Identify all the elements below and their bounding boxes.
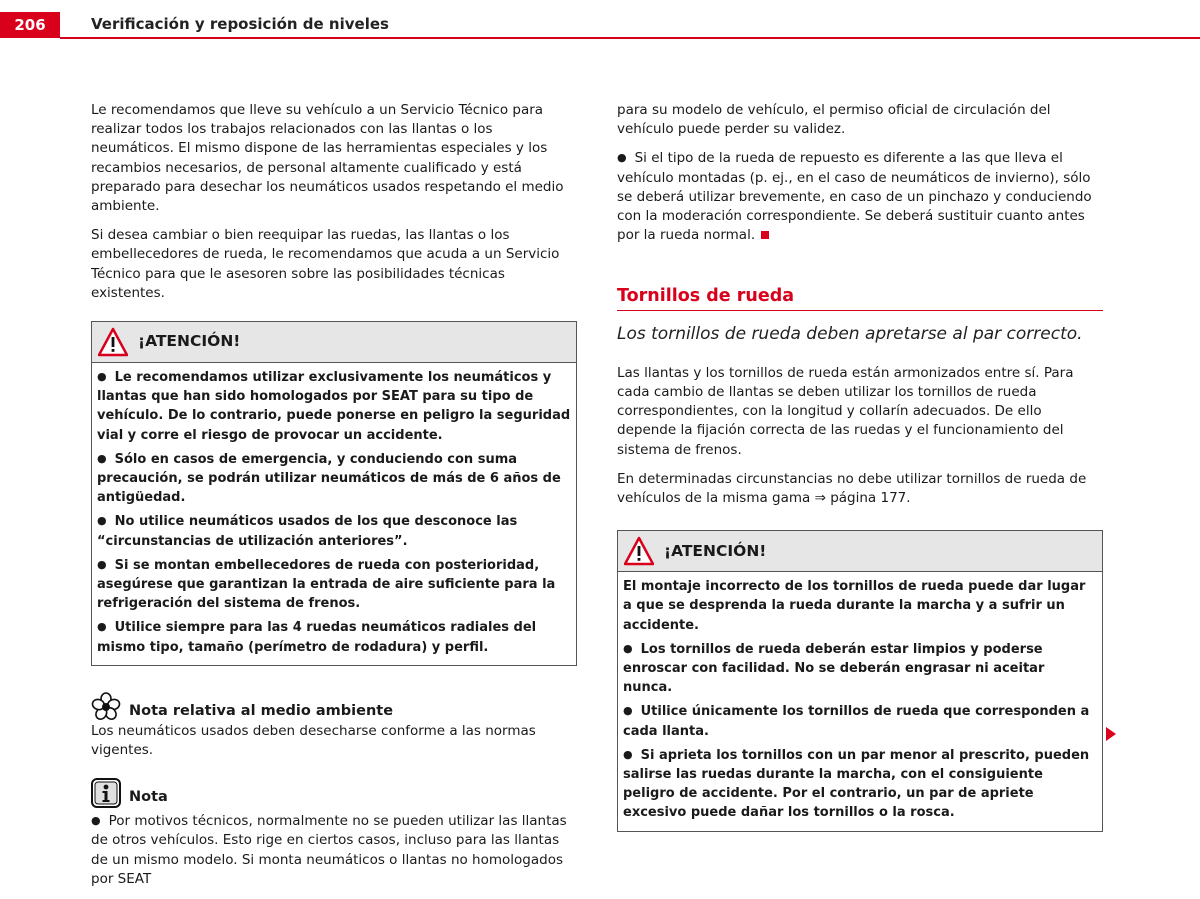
end-mark-icon <box>761 231 769 239</box>
warning-item: ● Los tornillos de rueda deberán estar limpios y poderse enroscar con facilidad. No se deberán engrasar ni aceitar nunca. <box>623 640 1097 698</box>
warning-item: ● No utilice neumáticos usados de los que desconoce las “circunstancias de utilización anteriores”. <box>97 512 571 550</box>
page-number: 206 <box>0 12 60 38</box>
reference-text: En determinadas circunstancias no debe utilizar tornillos de rueda de vehículos de la misma gama <box>617 470 1087 507</box>
warning-item: ● Utilice únicamente los tornillos de rueda que corresponden a cada llanta. <box>623 702 1097 740</box>
page-reference-link[interactable]: página 177. <box>830 490 911 507</box>
warning-header <box>618 531 1102 572</box>
warning-item: ● Si aprieta los tornillos con un par menor al prescrito, pueden salirse las ruedas durante la marcha, con el consiguiente peligro de accidente. Por el contrario, un par de apriete excesivo puede dañar los tornillos o la rosca. <box>623 746 1097 823</box>
reference-arrow: ⇒ <box>814 490 826 507</box>
page-header <box>0 0 1200 40</box>
warning-body <box>618 572 1102 830</box>
section-subtitle: Los tornillos de rueda deben apretarse al par correcto. <box>617 323 1083 344</box>
environment-note-header <box>91 692 577 722</box>
warning-triangle-icon <box>624 536 654 566</box>
warning-body <box>92 363 576 665</box>
warning-item: ● Si se montan embellecedores de rueda con posterioridad, asegúrese que garantizan la entrada de aire suficiente para la refrigeración del sistema de frenos. <box>97 556 571 614</box>
warning-item: ● Utilice siempre para las 4 ruedas neumáticos radiales del mismo tipo, tamaño (perímetro de rodadura) y perfil. <box>97 618 571 656</box>
environment-note-text: Los neumáticos usados deben desecharse conforme a las normas vigentes. <box>91 722 536 759</box>
warning-intro: El montaje incorrecto de los tornillos de rueda puede dar lugar a que se desprenda la rueda durante la marcha y a sufrir un accidente. <box>623 579 1086 633</box>
spare-wheel-text: ● Si el tipo de la rueda de repuesto es diferente a las que lleva el vehículo montadas (p. ej., en el caso de neumáticos de invierno), sólo se deberá utilizar brevemente, en caso de un pinchazo y conduciendo con la moderación correspondiente. Se deberá sustituir cuanto antes por la rueda normal. <box>617 150 1092 243</box>
flower-icon <box>91 692 121 722</box>
warning-box <box>617 530 1103 831</box>
wheel-bolts-paragraph: Las llantas y los tornillos de rueda están armonizados entre sí. Para cada cambio de llantas se deben utilizar los tornillos de rueda correspondientes, con la longitud y collarín adecuados. De ello depende la fijación correcta de las ruedas y el funcionamiento del sistema de frenos. <box>617 364 1074 458</box>
warning-title: ¡ATENCIÓN! <box>138 332 241 351</box>
warning-triangle-icon <box>98 327 128 357</box>
header-divider <box>60 37 1200 39</box>
warning-item: ● Sólo en casos de emergencia, y conduciendo con suma precaución, se podrán utilizar neumáticos de más de 6 años de antigüedad. <box>97 450 571 508</box>
intro-paragraph-2: Si desea cambiar o bien reequipar las ruedas, las llantas o los embellecedores de rueda, le recomendamos que acuda a un Servicio Técnico para que le asesoren sobre las posibilidades técnicas existentes. <box>91 227 560 301</box>
spare-wheel-paragraph <box>617 149 1103 245</box>
reference-paragraph <box>617 470 1103 508</box>
environment-note-title: Nota relativa al medio ambiente <box>129 702 394 719</box>
warning-title: ¡ATENCIÓN! <box>664 541 767 560</box>
continuation-paragraph: para su modelo de vehículo, el permiso oficial de circulación del vehículo puede perder su validez. <box>617 102 1051 138</box>
note-text: ● Por motivos técnicos, normalmente no se pueden utilizar las llantas de otros vehículos. Esto rige en ciertos casos, incluso para las llantas de un mismo modelo. Si monta neumáticos o llantas no homologados por SEAT <box>91 812 577 889</box>
note-title: Nota <box>129 789 168 806</box>
intro-paragraph-1: Le recomendamos que lleve su vehículo a un Servicio Técnico para realizar todos los trabajos relacionados con las llantas o los neumáticos. El mismo dispone de las herramientas especiales y los recambios necesarios, de personal altamente cualificado y está preparado para desechar los neumáticos usados respetando el medio ambiente. <box>91 102 564 215</box>
chapter-title: Verificación y reposición de niveles <box>91 15 389 33</box>
section-title: Tornillos de rueda <box>617 287 1103 310</box>
warning-box <box>91 321 577 666</box>
warning-header <box>92 322 576 363</box>
info-icon <box>91 778 121 808</box>
note-header <box>91 778 577 808</box>
left-column <box>91 101 577 899</box>
right-column <box>617 101 1103 832</box>
next-page-arrow-icon[interactable] <box>1106 727 1116 741</box>
warning-item: ● Le recomendamos utilizar exclusivamente los neumáticos y llantas que han sido homologados por SEAT para su tipo de vehículo. De lo contrario, puede ponerse en peligro la seguridad vial y corre el riesgo de provocar un accidente. <box>97 368 571 445</box>
